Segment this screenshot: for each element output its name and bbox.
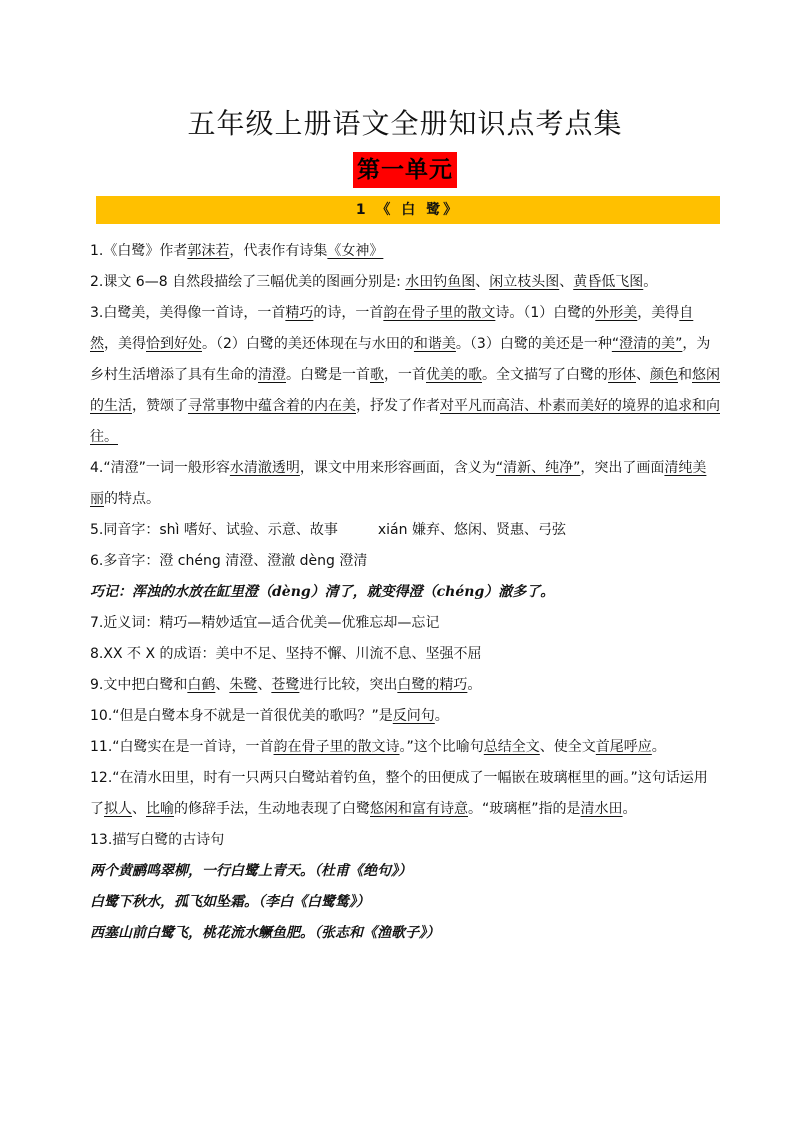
underlined-answer: 总结全文 <box>483 739 540 755</box>
underlined-answer: 朱鹭 <box>229 677 258 693</box>
underlined-answer: 水清澈透明 <box>229 460 300 476</box>
underlined-answer: 比喻 <box>146 801 174 817</box>
underlined-answer: 精巧 <box>285 305 314 321</box>
document-title: 五年级上册语文全册知识点考点集 <box>187 107 623 140</box>
text: 、 <box>257 677 272 693</box>
text: 。”这个比喻句 <box>399 739 484 755</box>
underlined-answer: 《女神》 <box>327 243 384 259</box>
text: 、 <box>132 801 146 817</box>
text: ，代表作有诗集 <box>229 243 328 259</box>
underlined-answer: “澄清的美” <box>611 336 683 352</box>
underlined-answer: 韵在骨子里的散文诗 <box>273 739 400 755</box>
underlined-answer: 自然 <box>90 305 694 352</box>
underlined-answer: 白鹭的精巧 <box>397 677 468 693</box>
text: 、 <box>636 367 650 383</box>
text: 9.文中把白鹭和 <box>90 677 188 693</box>
underlined-answer: 郭沫若 <box>187 243 230 259</box>
poem-line: 西塞山前白鹭飞，桃花流水鳜鱼肥。（张志和《渔歌子》） <box>90 925 440 941</box>
underlined-answer: 清纯美丽 <box>90 460 707 507</box>
underlined-answer: 颜色 <box>650 367 678 383</box>
text: 、 <box>559 274 574 290</box>
text: 11.“白鹭实在是一首诗，一首 <box>90 739 274 755</box>
lesson-heading: 1 《 白 鹭》 <box>96 196 720 224</box>
text: 10.“但是白鹭本身不就是一首很优美的歌吗？”是 <box>90 708 393 724</box>
underlined-answer: 韵在骨子里的散文 <box>383 305 496 321</box>
text: ，课文中用来形容画面，含义为 <box>299 460 496 476</box>
underlined-answer: 悠闲的生活 <box>90 367 720 414</box>
point-3 <box>90 298 720 453</box>
point-7: 7.近义词：精巧—精妙适宜—适合优美—优雅忘却—忘记 <box>90 615 440 631</box>
text: 12.“在清水田里，时有一只两只白鹭站着钓鱼，整个的田便成了一幅嵌在玻璃框里的画。”这句话运用了 <box>90 770 708 817</box>
text: 。白鹭是一首 <box>286 367 370 383</box>
point-4 <box>90 453 720 515</box>
underlined-answer: 悠闲和富有诗意 <box>370 801 468 817</box>
text: 4.“清澄”一词一般形容 <box>90 460 230 476</box>
point-2 <box>90 267 720 298</box>
underlined-answer: 和谐美 <box>413 336 456 352</box>
text: 。（3）白鹭的美还是一种 <box>455 336 612 352</box>
text: 、使全文 <box>539 739 596 755</box>
underlined-answer: 清澄 <box>258 367 286 383</box>
text: 。 <box>467 677 482 693</box>
point-10 <box>90 701 720 732</box>
text: ，美得 <box>637 305 680 321</box>
point-11 <box>90 732 720 763</box>
knowledge-points <box>90 236 720 949</box>
point-8: 8.XX 不 X 的成语：美中不足、坚持不懈、川流不息、坚强不屈 <box>90 646 482 662</box>
underlined-answer: 清水田 <box>580 801 623 817</box>
text: ，赞颂了 <box>132 398 188 414</box>
text: 1.《白鹭》作者 <box>90 243 188 259</box>
poem-line: 两个黄鹂鸣翠柳，一行白鹭上青天。（杜甫《绝句》） <box>90 863 412 879</box>
text: 。“玻璃框”指的是 <box>468 801 581 817</box>
point-5 <box>90 515 720 546</box>
text: 2.课文 6—8 自然段描绘了三幅优美的图画分别是: <box>90 274 406 290</box>
homophones-xian: xián 嫌弃、悠闲、贤惠、弓弦 <box>377 522 566 538</box>
underlined-answer: 闲立枝头图 <box>489 274 560 290</box>
underlined-answer: 恰到好处 <box>146 336 202 352</box>
underlined-answer: 拟人 <box>104 801 132 817</box>
text: 的诗，一首 <box>313 305 384 321</box>
underlined-answer: 对平凡而高洁、朴素而美好的境界的追求和向往。 <box>90 398 720 445</box>
homophones-shi: 5.同音字：shì 嗜好、试验、示意、故事 <box>90 522 338 538</box>
underlined-answer: 外形美 <box>595 305 638 321</box>
underlined-answer: 黄昏低飞图 <box>573 274 644 290</box>
poem-line: 白鹭下秋水，孤飞如坠霜。（李白《白鹭鸶》） <box>90 894 370 910</box>
text: 。 <box>622 801 637 817</box>
text: 。 <box>643 274 658 290</box>
text: ，美得 <box>104 336 146 352</box>
underlined-answer: 寻常事物中蕴含着的内在美 <box>188 398 356 414</box>
text: 3.白鹭美，美得像一首诗，一首 <box>90 305 286 321</box>
text: 进行比较，突出 <box>299 677 398 693</box>
point-9 <box>90 670 720 701</box>
text: 和 <box>678 367 692 383</box>
underlined-answer: 白鹤 <box>187 677 216 693</box>
text: 的特点。 <box>104 491 160 507</box>
text: ，为乡村生活增添了具有生命的 <box>90 336 711 383</box>
point-13: 13.描写白鹭的古诗句 <box>90 832 225 848</box>
unit-heading-wrap <box>90 152 720 188</box>
underlined-answer: 形体 <box>608 367 636 383</box>
underlined-answer: 苍鹭 <box>271 677 300 693</box>
underlined-answer: 反问句 <box>392 708 435 724</box>
text: 。全文描写了白鹭的 <box>482 367 608 383</box>
underlined-answer: 歌 <box>370 367 384 383</box>
text: 、 <box>215 677 230 693</box>
text: 。 <box>651 739 666 755</box>
text: ，突出了画面 <box>580 460 665 476</box>
text: 诗。（1）白鹭的 <box>495 305 596 321</box>
underlined-answer: 水田钓鱼图 <box>405 274 476 290</box>
text: ，一首 <box>384 367 426 383</box>
text: 的修辞手法，生动地表现了白鹭 <box>174 801 370 817</box>
point-6: 6.多音字：澄 chéng 清澄、澄澈 dèng 澄清 <box>90 553 368 569</box>
underlined-answer: 首尾呼应 <box>595 739 652 755</box>
point-1 <box>90 236 720 267</box>
unit-heading: 第一单元 <box>353 152 457 188</box>
point-12 <box>90 763 720 825</box>
underlined-answer: 优美的歌 <box>426 367 482 383</box>
text: ，抒发了作者 <box>356 398 440 414</box>
text: 。 <box>434 708 449 724</box>
text: 、 <box>475 274 490 290</box>
text: 。（2）白鹭的美还体现在与水田的 <box>202 336 414 352</box>
memory-trick: 巧记：浑浊的水放在缸里澄（dèng）清了，就变得澄（chéng）澈多了。 <box>90 584 555 600</box>
underlined-answer: “清新、纯净” <box>495 460 581 476</box>
